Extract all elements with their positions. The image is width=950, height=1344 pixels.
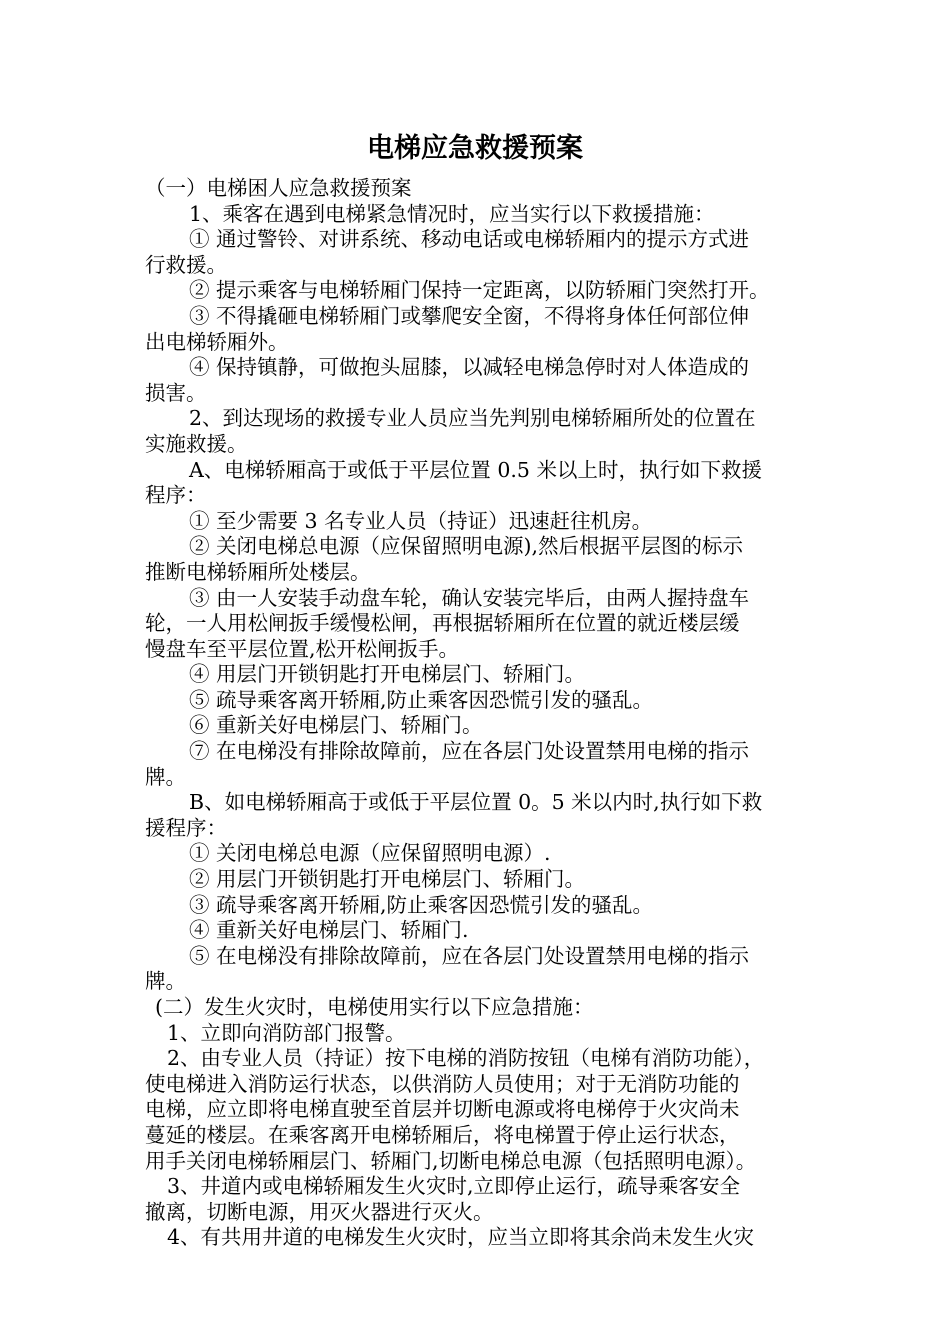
paragraph-line: 1、乘客在遇到电梯紧急情况时，应当实行以下救援措施： bbox=[189, 201, 715, 226]
paragraph-line: 2、到达现场的救援专业人员应当先判别电梯轿厢所处的位置在 bbox=[189, 406, 756, 431]
paragraph-line: 程序： bbox=[145, 483, 207, 508]
paragraph-line: ⑤ 疏导乘客离开轿厢,防止乘客因恐慌引发的骚乱。 bbox=[189, 687, 654, 712]
paragraph-line: 推断电梯轿厢所处楼层。 bbox=[145, 559, 371, 584]
paragraph-line: ② 提示乘客与电梯轿厢门保持一定距离，以防轿厢门突然打开。 bbox=[189, 278, 770, 303]
paragraph-line: ⑤ 在电梯没有排除故障前，应在各层门处设置禁用电梯的指示 bbox=[189, 943, 750, 968]
section-heading-1: （一）电梯困人应急救援预案 bbox=[145, 176, 412, 200]
paragraph-line: ① 至少需要 3 名专业人员（持证）迅速赶往机房。 bbox=[189, 508, 653, 533]
paragraph-line: 撤离，切断电源，用灭火器进行灭火。 bbox=[145, 1199, 494, 1224]
paragraph-line: 2、由专业人员（持证）按下电梯的消防按钮（电梯有消防功能）， bbox=[167, 1046, 765, 1071]
paragraph-line: 实施救援。 bbox=[145, 431, 248, 456]
paragraph-line: 用手关闭电梯轿厢层门、轿厢门,切断电梯总电源（包括照明电源）。 bbox=[145, 1148, 757, 1173]
paragraph-line: ④ 重新关好电梯层门、轿厢门. bbox=[189, 918, 469, 943]
paragraph-line: 4、有共用井道的电梯发生火灾时，应当立即将其余尚未发生火灾 bbox=[167, 1225, 755, 1250]
paragraph-line: 3、井道内或电梯轿厢发生火灾时,立即停止运行，疏导乘客安全 bbox=[167, 1174, 741, 1199]
paragraph-line: 电梯，应立即将电梯直驶至首层并切断电源或将电梯停于火灾尚未 bbox=[145, 1097, 740, 1122]
paragraph-line: 援程序： bbox=[145, 815, 227, 840]
paragraph-line: 出电梯轿厢外。 bbox=[145, 329, 289, 354]
paragraph-line: ① 通过警铃、对讲系统、移动电话或电梯轿厢内的提示方式进 bbox=[189, 227, 750, 252]
paragraph-line: 行救援。 bbox=[145, 252, 227, 277]
paragraph-line: ③ 疏导乘客离开轿厢,防止乘客因恐慌引发的骚乱。 bbox=[189, 892, 654, 917]
paragraph-line: A、电梯轿厢高于或低于平层位置 0.5 米以上时，执行如下救援 bbox=[189, 457, 762, 482]
paragraph-line: ③ 由一人安装手动盘车轮，确认安装完毕后，由两人握持盘车 bbox=[189, 585, 750, 610]
paragraph-line: 牌。 bbox=[145, 969, 186, 994]
paragraph-line: ④ 保持镇静，可做抱头屈膝，以减轻电梯急停时对人体造成的 bbox=[189, 355, 750, 380]
paragraph-line: 牌。 bbox=[145, 764, 186, 789]
paragraph-line: 轮，一人用松闸扳手缓慢松闸，再根据轿厢所在位置的就近楼层缓 bbox=[145, 611, 740, 636]
paragraph-line: 1、立即向消防部门报警。 bbox=[167, 1020, 406, 1045]
paragraph-line: 蔓延的楼层。在乘客离开电梯轿厢后，将电梯置于停止运行状态， bbox=[145, 1122, 740, 1147]
paragraph-line: 使电梯进入消防运行状态，以供消防人员使用；对于无消防功能的 bbox=[145, 1071, 740, 1096]
paragraph-line: ③ 不得撬砸电梯轿厢门或攀爬安全窗，不得将身体任何部位伸 bbox=[189, 303, 750, 328]
paragraph-line: ② 关闭电梯总电源（应保留照明电源),然后根据平层图的标示 bbox=[189, 534, 744, 559]
section-heading-2: (二）发生火灾时，电梯使用实行以下应急措施： bbox=[155, 995, 594, 1019]
paragraph-line: ⑦ 在电梯没有排除故障前，应在各层门处设置禁用电梯的指示 bbox=[189, 739, 750, 764]
paragraph-line: 损害。 bbox=[145, 380, 207, 405]
paragraph-line: 慢盘车至平层位置,松开松闸扳手。 bbox=[145, 636, 460, 661]
document-title: 电梯应急救援预案 bbox=[367, 133, 583, 164]
document-body bbox=[145, 176, 810, 1251]
paragraph-line: ① 关闭电梯总电源（应保留照明电源）. bbox=[189, 841, 551, 866]
paragraph-line: B、如电梯轿厢高于或低于平层位置 0。5 米以内时,执行如下救 bbox=[189, 790, 763, 815]
paragraph-line: ④ 用层门开锁钥匙打开电梯层门、轿厢门。 bbox=[189, 662, 586, 687]
paragraph-line: ⑥ 重新关好电梯层门、轿厢门。 bbox=[189, 713, 483, 738]
paragraph-line: ② 用层门开锁钥匙打开电梯层门、轿厢门。 bbox=[189, 867, 586, 892]
